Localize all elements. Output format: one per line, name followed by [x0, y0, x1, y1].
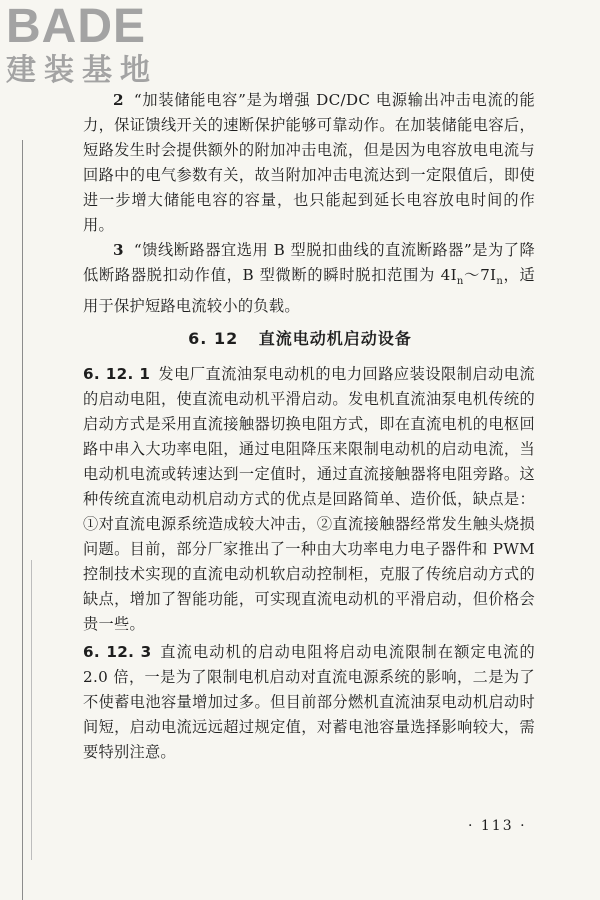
- item-text: “馈线断路器宜选用 B 型脱扣曲线的直流断路器”是为了降低断路器脱扣动作值，B 型微断的瞬时脱扣范围为 4I: [83, 241, 535, 284]
- item-number: 2: [113, 91, 124, 109]
- logo-brand: BADE: [6, 0, 147, 53]
- item-3-paragraph: [83, 238, 535, 319]
- item-2-paragraph: [83, 88, 535, 238]
- watermark-logo: [6, 2, 176, 94]
- clause-text: 发电厂直流油泵电动机的电力回路应装设限制启动电流的启动电阻，使直流电动机平滑启动。发电机直流油泵电机传统的启动方式是采用直流接触器切换电阻方式，即在直流电机的电枢回路中串入大功率电阻，通过电阻降压来限制电动机的启动电流，当电动机电流或转速达到一定值时，通过直流接触器将电阻旁路。这种传统直流电动机启动方式的优点是回路简单、造价低，缺点是：①对直流电源系统造成较大冲击，②直流接触器经常发生触头烧损问题。目前，部分厂家推出了一种由大功率电力电子器件和 PWM 控制技术实现的直流电动机软启动控制柜，克服了传统启动方式的缺点，增加了智能功能，可实现直流电动机的平滑启动，但价格会贵一些。: [83, 365, 535, 633]
- subscript-n: n: [496, 276, 504, 288]
- binding-edge-line: [22, 140, 23, 900]
- page-number: · 113 ·: [468, 818, 527, 834]
- item-text-after: ，适用于保护短路电流较小的负载。: [83, 266, 535, 316]
- clause-text: 直流电动机的启动电阻将启动电流限制在额定电流的 2.0 倍，一是为了限制电机启动对直流电源系统的影响，二是为了不使蓄电池容量增加过多。但目前部分燃机直流油泵电动机启动时间短，启动电流远远超过规定值，对蓄电池容量选择影响较大，需要特别注意。: [83, 643, 535, 761]
- section-number: 6. 12: [188, 329, 239, 348]
- logo-subtitle: 建装基地: [6, 53, 158, 88]
- section-title: 直流电动机启动设备: [258, 329, 412, 348]
- clause-number: 6. 12. 3: [83, 643, 152, 661]
- subscript-n: n: [456, 276, 464, 288]
- item-number: 3: [113, 241, 124, 259]
- item-text: “加装储能电容”是为增强 DC/DC 电源输出冲击电流的能力，保证馈线开关的速断保护能够可靠动作。在加装储能电容后，短路发生时会提供额外的附加冲击电流，但是因为电容放电电流与回路中的电气参数有关，故当附加冲击电流达到一定限值后，即使进一步增大储能电容的容量，也只能起到延长电容放电时间的作用。: [83, 91, 535, 234]
- binding-edge-line-2: [31, 560, 32, 860]
- clause-6-12-3: [83, 640, 535, 765]
- clause-number: 6. 12. 1: [83, 365, 151, 383]
- section-heading: [0, 326, 600, 349]
- clause-6-12-1: [83, 362, 535, 637]
- item-text-mid: ～7I: [463, 266, 497, 284]
